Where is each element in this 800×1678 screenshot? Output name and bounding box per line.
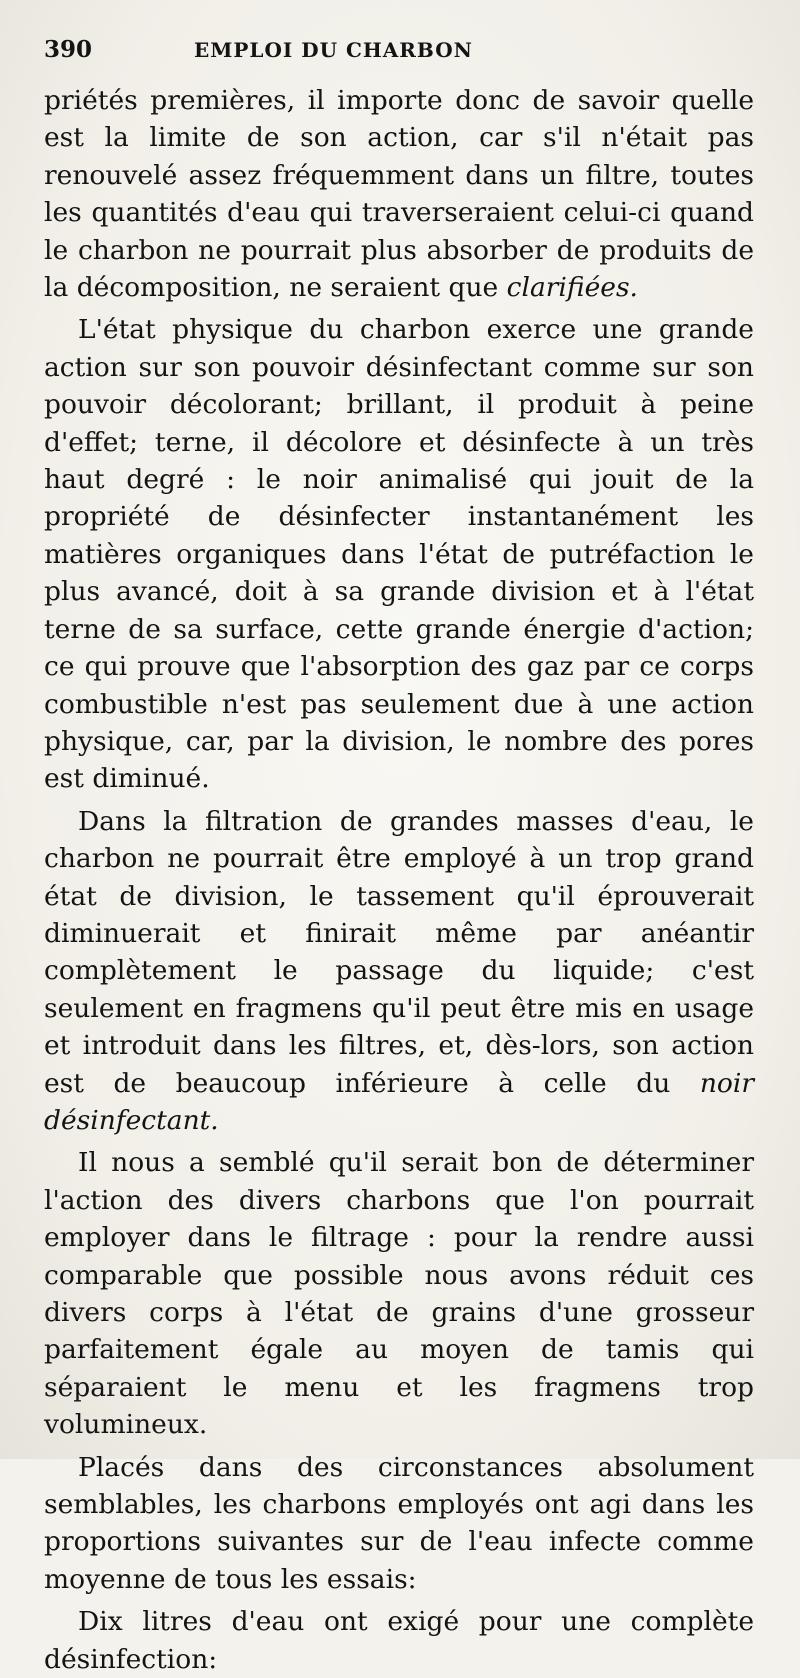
paragraph-3-text: Dans la filtration de grandes masses d'eau, le charbon ne pourrait être employé à un trop grand état de division, le tassement qu'il éprouverait diminuerait et finirait même par anéantir complètement le passage du liquide; c'est seulement en fragmens qu'il peut être mis en usage et introduit dans les filtres, et, dès-lors, son action est de beaucoup inférieure à celle du	[44, 805, 754, 1099]
paragraph-1-italic: clarifiées.	[506, 272, 638, 304]
paragraph-5-text: Placés dans des circonstances absolument semblables, les charbons employés ont agi dans les proportions suivantes sur de l'eau infecte comme moyenne de tous les essais:	[44, 1451, 754, 1595]
paragraph-3-italic: noir désinfectant.	[44, 1067, 754, 1136]
running-title: EMPLOI DU CHARBON	[194, 38, 473, 62]
paragraph-2	[44, 311, 754, 797]
page-header	[44, 36, 754, 82]
paragraph-5	[44, 1449, 754, 1599]
paragraph-4	[44, 1144, 754, 1443]
paragraph-6-text: Dix litres d'eau ont exigé pour une complète désinfection:	[44, 1606, 754, 1675]
page-number: 390	[44, 36, 93, 63]
paragraph-1	[44, 82, 754, 306]
paragraph-2-text: L'état physique du charbon exerce une grande action sur son pouvoir désinfectant comme sur son pouvoir décolorant; brillant, il produit à peine d'effet; terne, il décolore et désinfecte à un très haut degré : le noir animalisé qui jouit de la propriété de désinfecter instantanément les matières organiques dans l'état de putréfaction le plus avancé, doit à sa grande division et à l'état terne de sa surface, cette grande énergie d'action; ce qui prouve que l'absorption des gaz par ce corps combustible n'est pas seulement due à une action physique, car, par la division, le nombre des pores est diminué.	[44, 314, 754, 795]
paragraph-3	[44, 803, 754, 1140]
paragraph-1-text: priétés premières, il importe donc de savoir quelle est la limite de son action, car s'il n'était pas renouvelé assez fréquemment dans un filtre, toutes les quantités d'eau qui traverseraient celui-ci quand le charbon ne pourrait plus absorber de produits de la décomposition, ne seraient que	[44, 85, 754, 304]
paragraph-6	[44, 1603, 754, 1678]
body-text	[44, 82, 754, 1678]
paragraph-4-text: Il nous a semblé qu'il serait bon de déterminer l'action des divers charbons que l'on pourrait employer dans le filtrage : pour la rendre aussi comparable que possible nous avons réduit ces divers corps à l'état de grains d'une grosseur parfaitement égale au moyen de tamis qui séparaient le menu et les fragmens trop volumineux.	[44, 1147, 754, 1441]
